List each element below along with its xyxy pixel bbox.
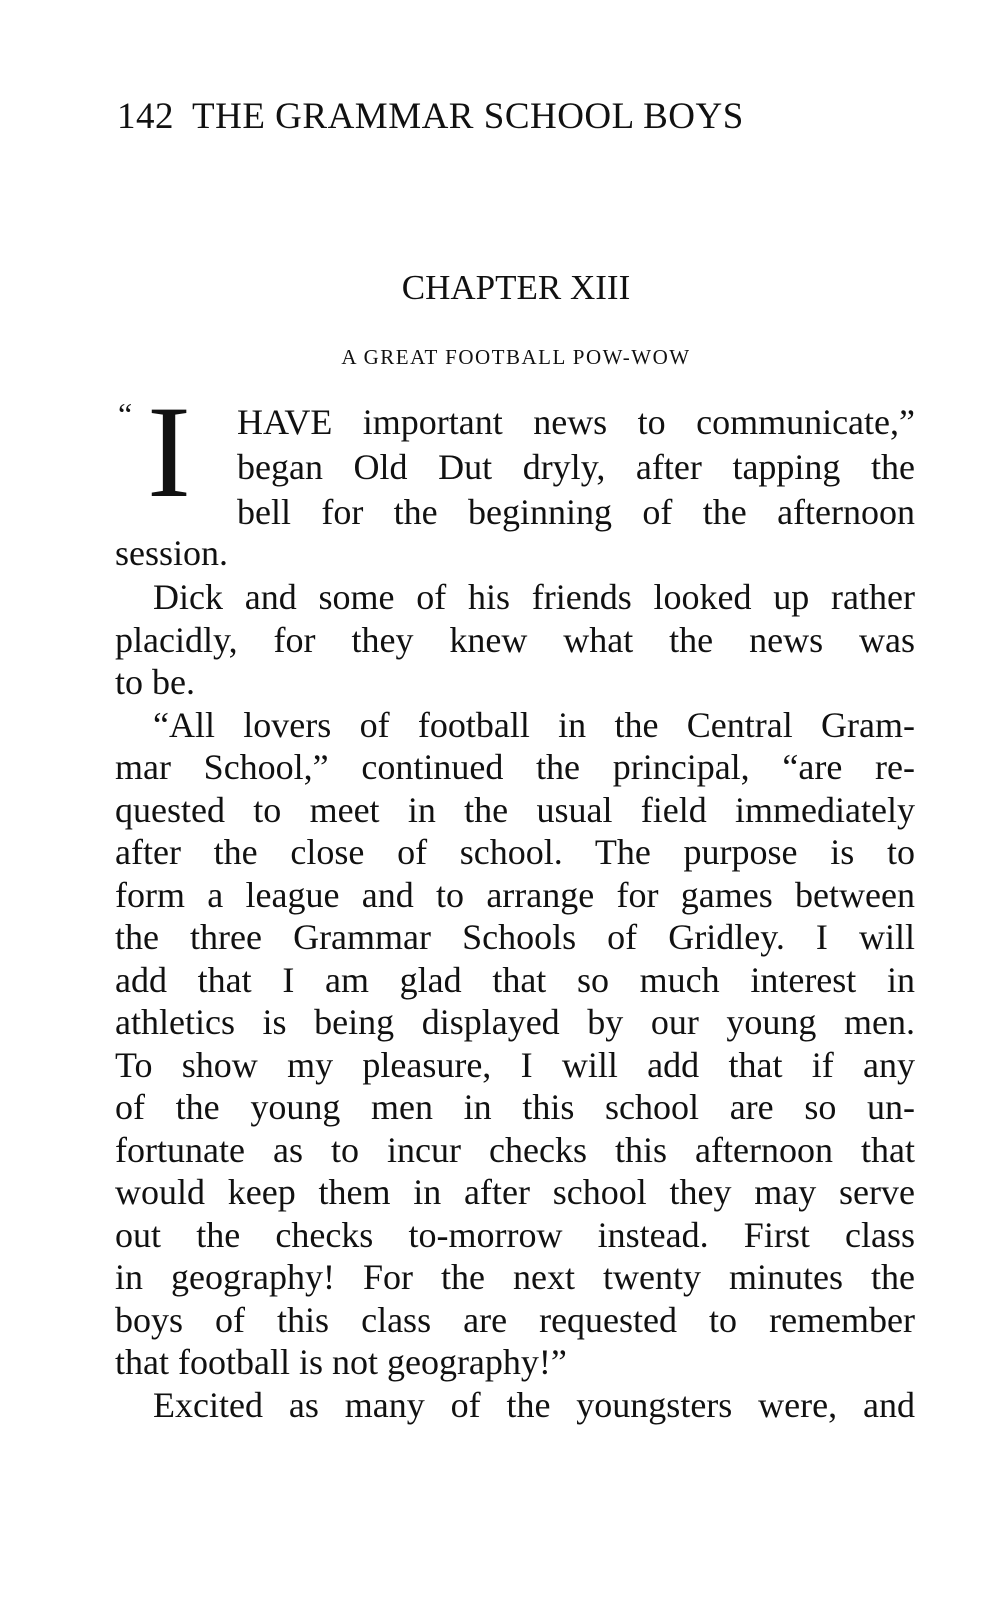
text-line: fortunate as to incur checks this afternoon that <box>115 1129 915 1170</box>
opening-quote-mark: “ <box>118 396 133 432</box>
text-line: quested to meet in the usual field immediately <box>115 789 915 830</box>
text-line: after the close of school. The purpose is to <box>115 832 915 872</box>
text-line: placidly, for they knew what the news was <box>115 619 915 660</box>
text-line: mar School,” continued the principal, “are re- <box>115 747 915 787</box>
body-text <box>115 576 915 1426</box>
chapter-title: A GREAT FOOTBALL POW-WOW <box>341 345 691 369</box>
text-line: in geography! For the next twenty minutes the <box>115 1257 915 1297</box>
opening-paragraph <box>237 400 915 535</box>
text-line: Dick and some of his friends looked up rather <box>153 577 915 617</box>
text-line: boys of this class are requested to remember <box>115 1299 915 1340</box>
page-number: 142 <box>117 96 174 137</box>
text-line: form a league and to arrange for games between <box>115 874 915 915</box>
text-line: that football is not geography!” <box>115 1342 567 1382</box>
running-head <box>117 95 744 138</box>
book-title: THE GRAMMAR SCHOOL BOYS <box>192 96 744 137</box>
opening-paragraph-tail: session. <box>115 533 229 573</box>
paragraph <box>115 704 915 1384</box>
text-line: of the young men in this school are so un- <box>115 1087 915 1127</box>
text-line: athletics is being displayed by our young men. <box>115 1002 915 1042</box>
text-line: out the checks to-morrow instead. First class <box>115 1214 915 1255</box>
paragraph <box>115 576 915 704</box>
text-line: would keep them in after school they may serve <box>115 1172 915 1212</box>
text-line: To show my pleasure, I will add that if any <box>115 1044 915 1085</box>
opening-line: HAVE important news to communicate,” <box>237 402 915 442</box>
text-line: to be. <box>115 662 195 702</box>
text-line: Excited as many of the youngsters were, and <box>153 1384 915 1425</box>
chapter-number: CHAPTER XIII <box>401 268 631 307</box>
paragraph <box>115 1384 915 1427</box>
opening-line: bell for the beginning of the afternoon <box>237 492 915 532</box>
opening-line: began Old Dut dryly, after tapping the <box>237 447 915 487</box>
text-line: add that I am glad that so much interest in <box>115 959 915 1000</box>
text-line: the three Grammar Schools of Gridley. I will <box>115 917 915 957</box>
drop-cap-letter: I <box>147 378 191 525</box>
text-line: “All lovers of football in the Central Gram- <box>153 704 915 745</box>
